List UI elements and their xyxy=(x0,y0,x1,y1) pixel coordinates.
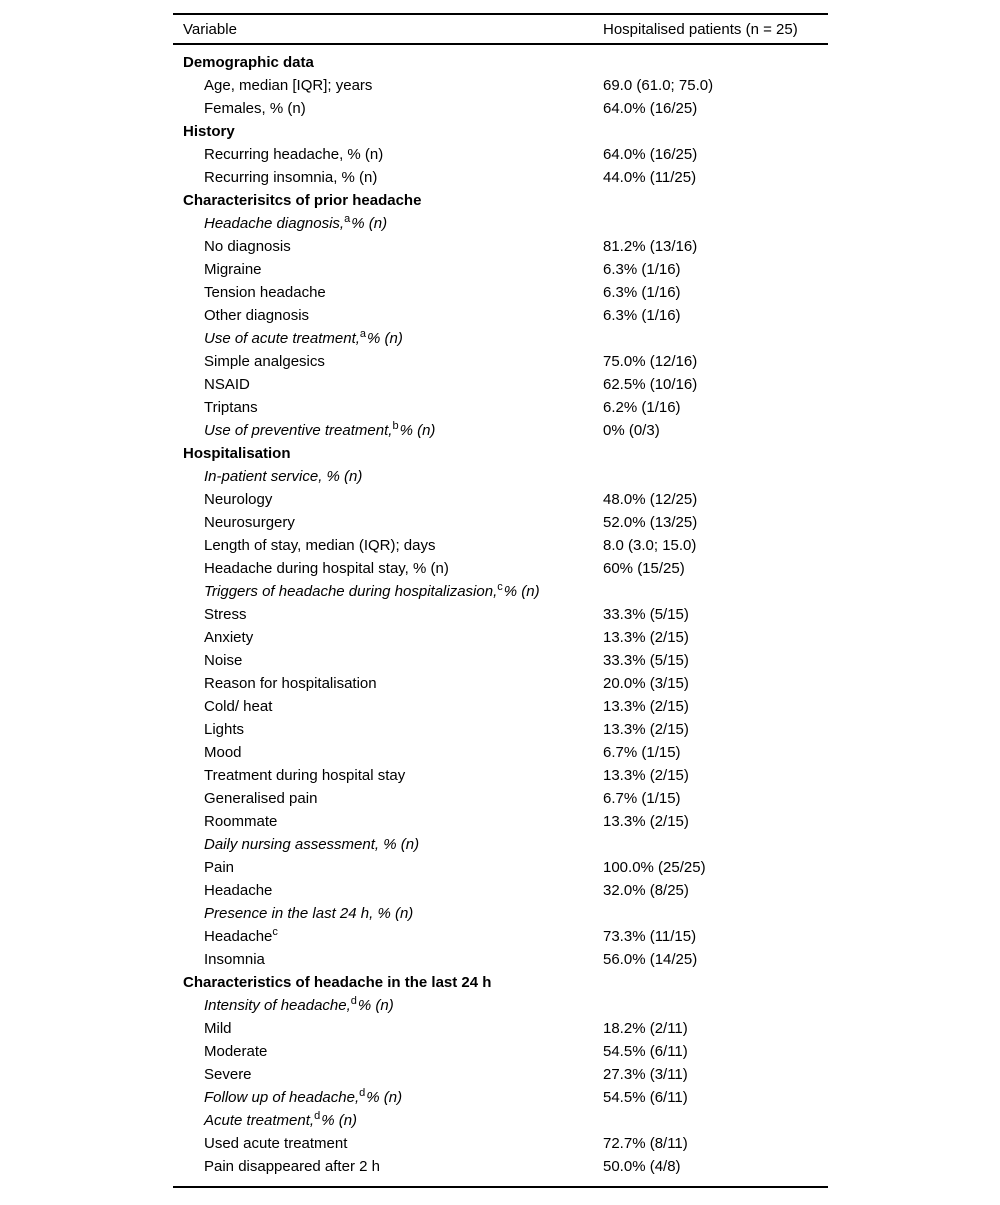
row-label: Mood xyxy=(204,744,242,761)
table-row xyxy=(173,488,828,511)
footnote-marker: d xyxy=(359,1087,366,1099)
row-label: Mild xyxy=(204,1020,232,1037)
row-value: 6.3% (1/16) xyxy=(603,261,681,278)
row-label: Characterisitcs of prior headache xyxy=(183,192,422,209)
table-row xyxy=(173,373,828,396)
table-row xyxy=(173,120,828,143)
row-label: Noise xyxy=(204,652,243,669)
footnote-marker: b xyxy=(392,420,399,432)
table-row xyxy=(173,212,828,235)
table-row xyxy=(173,258,828,281)
row-value: 81.2% (13/16) xyxy=(603,238,698,255)
table-row xyxy=(173,419,828,442)
row-label: Pain xyxy=(204,859,235,876)
row-label: In-patient service, % (n) xyxy=(204,468,363,485)
table-row xyxy=(173,396,828,419)
table-row xyxy=(173,741,828,764)
row-label: Presence in the last 24 h, % (n) xyxy=(204,905,414,922)
row-label: Length of stay, median (IQR); days xyxy=(204,537,436,554)
table-row xyxy=(173,235,828,258)
row-value: 54.5% (6/11) xyxy=(603,1043,688,1060)
table-row xyxy=(173,994,828,1017)
table-row xyxy=(173,143,828,166)
row-value: 6.3% (1/16) xyxy=(603,307,681,324)
row-value: 69.0 (61.0; 75.0) xyxy=(603,77,714,94)
table-row xyxy=(173,442,828,465)
row-label: Used acute treatment xyxy=(204,1135,348,1152)
row-value: 18.2% (2/11) xyxy=(603,1020,688,1037)
row-label: Headache$^c$ xyxy=(204,926,278,945)
row-label: History xyxy=(183,123,235,140)
row-value: 13.3% (2/15) xyxy=(603,767,689,784)
row-value: 6.7% (1/15) xyxy=(603,790,681,807)
row-label: Severe xyxy=(204,1066,252,1083)
table-row xyxy=(173,580,828,603)
column-header-variable: Variable xyxy=(183,21,237,38)
table-row xyxy=(173,626,828,649)
row-value: 8.0 (3.0; 15.0) xyxy=(603,537,697,554)
table-row xyxy=(173,189,828,212)
row-label: Headache during hospital stay, % (n) xyxy=(204,560,449,577)
table-row xyxy=(173,718,828,741)
table-row xyxy=(173,465,828,488)
table-header-row xyxy=(173,15,828,45)
row-value: 13.3% (2/15) xyxy=(603,721,689,738)
row-value: 52.0% (13/25) xyxy=(603,514,698,531)
table-row xyxy=(173,833,828,856)
row-label: Recurring headache, % (n) xyxy=(204,146,384,163)
row-label: Demographic data xyxy=(183,54,314,71)
table-row xyxy=(173,810,828,833)
table-row xyxy=(173,74,828,97)
table-row xyxy=(173,534,828,557)
table-row xyxy=(173,1017,828,1040)
table-row xyxy=(173,1063,828,1086)
table-row xyxy=(173,764,828,787)
row-label: Triptans xyxy=(204,399,258,416)
row-label: Moderate xyxy=(204,1043,268,1060)
row-value: 33.3% (5/15) xyxy=(603,652,689,669)
row-value: 0% (0/3) xyxy=(603,422,660,439)
table-row xyxy=(173,1155,828,1178)
table-row xyxy=(173,1040,828,1063)
table-row xyxy=(173,879,828,902)
row-label: Headache xyxy=(204,882,273,899)
row-label: Headache diagnosis,$^a$% (n) xyxy=(204,213,388,232)
table-row xyxy=(173,902,828,925)
row-label: No diagnosis xyxy=(204,238,291,255)
row-label: Generalised pain xyxy=(204,790,318,807)
footnote-marker: c xyxy=(272,926,278,938)
table-row xyxy=(173,1086,828,1109)
patient-characteristics-table xyxy=(173,13,828,1188)
row-value: 54.5% (6/11) xyxy=(603,1089,688,1106)
row-value: 27.3% (3/11) xyxy=(603,1066,688,1083)
footnote-marker: c xyxy=(497,581,503,593)
table-row xyxy=(173,856,828,879)
row-label: Hospitalisation xyxy=(183,445,291,462)
row-label: Stress xyxy=(204,606,247,623)
row-value: 64.0% (16/25) xyxy=(603,146,698,163)
row-value: 13.3% (2/15) xyxy=(603,629,689,646)
table-row xyxy=(173,511,828,534)
table-row xyxy=(173,925,828,948)
row-label: Daily nursing assessment, % (n) xyxy=(204,836,420,853)
row-label: Acute treatment,$^d$% (n) xyxy=(204,1110,358,1129)
row-label: Tension headache xyxy=(204,284,326,301)
row-label: Characteristics of headache in the last 24 h xyxy=(183,974,492,991)
table-row xyxy=(173,948,828,971)
row-value: 72.7% (8/11) xyxy=(603,1135,688,1152)
table-row xyxy=(173,1132,828,1155)
table-row xyxy=(173,1109,828,1132)
table-row xyxy=(173,327,828,350)
row-label: Other diagnosis xyxy=(204,307,310,324)
row-label: Follow up of headache,$^d$% (n) xyxy=(204,1087,403,1106)
row-label: Neurology xyxy=(204,491,273,508)
row-label: Migraine xyxy=(204,261,262,278)
row-value: 13.3% (2/15) xyxy=(603,813,689,830)
row-value: 56.0% (14/25) xyxy=(603,951,698,968)
row-value: 100.0% (25/25) xyxy=(603,859,706,876)
row-label: Use of acute treatment,$^a$% (n) xyxy=(204,328,403,347)
row-label: NSAID xyxy=(204,376,250,393)
row-value: 60% (15/25) xyxy=(603,560,685,577)
table-row xyxy=(173,672,828,695)
row-value: 33.3% (5/15) xyxy=(603,606,689,623)
row-label: Pain disappeared after 2 h xyxy=(204,1158,380,1175)
table-body xyxy=(173,45,828,1186)
row-value: 73.3% (11/15) xyxy=(603,928,697,945)
row-label: Age, median [IQR]; years xyxy=(204,77,373,94)
row-value: 62.5% (10/16) xyxy=(603,376,698,393)
table-row xyxy=(173,603,828,626)
table-row xyxy=(173,51,828,74)
table-row xyxy=(173,304,828,327)
row-label: Cold/ heat xyxy=(204,698,273,715)
table-row xyxy=(173,971,828,994)
row-label: Intensity of headache,$^d$% (n) xyxy=(204,995,394,1014)
footnote-marker: a xyxy=(344,213,351,225)
row-label: Lights xyxy=(204,721,245,738)
table-row xyxy=(173,649,828,672)
row-label: Simple analgesics xyxy=(204,353,325,370)
footnote-marker: a xyxy=(359,328,367,340)
row-label: Recurring insomnia, % (n) xyxy=(204,169,378,186)
row-value: 13.3% (2/15) xyxy=(603,698,689,715)
row-value: 6.3% (1/16) xyxy=(603,284,681,301)
table-row xyxy=(173,557,828,580)
row-label: Neurosurgery xyxy=(204,514,295,531)
row-value: 75.0% (12/16) xyxy=(603,353,698,370)
row-label: Reason for hospitalisation xyxy=(204,675,377,692)
row-label: Insomnia xyxy=(204,951,265,968)
table-row xyxy=(173,695,828,718)
row-value: 20.0% (3/15) xyxy=(603,675,689,692)
row-label: Roommate xyxy=(204,813,278,830)
column-header-hospitalised-patients: Hospitalised patients (n = 25) xyxy=(603,21,798,38)
row-value: 6.7% (1/15) xyxy=(603,744,681,761)
row-label: Treatment during hospital stay xyxy=(204,767,406,784)
row-value: 48.0% (12/25) xyxy=(603,491,698,508)
row-label: Use of preventive treatment,$^b$% (n) xyxy=(204,420,436,439)
row-label: Females, % (n) xyxy=(204,100,306,117)
table-row xyxy=(173,281,828,304)
footnote-marker: d xyxy=(350,995,357,1007)
row-label: Triggers of headache during hospitalizasion,$^c$% (n) xyxy=(204,581,540,600)
row-value: 6.2% (1/16) xyxy=(603,399,681,416)
row-value: 32.0% (8/25) xyxy=(603,882,689,899)
row-value: 50.0% (4/8) xyxy=(603,1158,681,1175)
table-row xyxy=(173,350,828,373)
table-row xyxy=(173,166,828,189)
row-value: 64.0% (16/25) xyxy=(603,100,698,117)
footnote-marker: d xyxy=(314,1110,321,1122)
row-value: 44.0% (11/25) xyxy=(603,169,697,186)
row-label: Anxiety xyxy=(204,629,254,646)
table-row xyxy=(173,97,828,120)
table-row xyxy=(173,787,828,810)
